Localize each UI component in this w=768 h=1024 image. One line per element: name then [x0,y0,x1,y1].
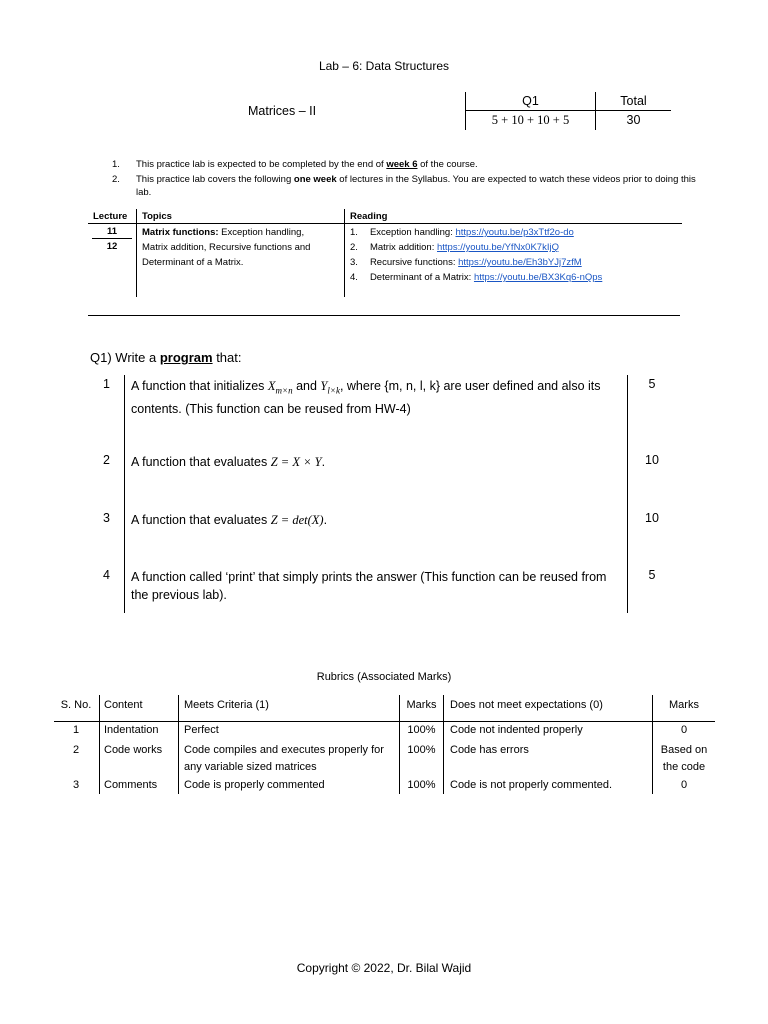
table-cell: 1 [72,724,80,736]
rubrics-title: Rubrics (Associated Marks) [316,671,452,683]
question-heading: Q1) Write a program that: [90,350,242,365]
lab-subtitle: Matrices – II [248,104,317,118]
video-link[interactable]: https://youtu.be/p3xTtf2o-do [455,227,574,238]
question-item-text: A function that initializes $X_{m\times n}$ and $Y_{l\times k}$, where {m, n, l, k} are user defined and also its contents. (This function can be reused from HW-4) [131,379,601,416]
video-link[interactable]: https://youtu.be/BX3Kq6-nQps [473,272,603,283]
table-cell: 3 [72,779,80,791]
table-cell: 100% [407,744,436,756]
table-cell: 2 [72,744,80,756]
question-item-text: A function that evaluates Z = det(X). [131,513,328,527]
table-cell: Perfect [184,724,219,736]
lecture-number: 12 [106,241,118,252]
total-marks: 30 [626,113,641,127]
table-cell: 100% [407,779,436,791]
topics-text: Matrix addition, Recursive functions and [142,242,311,253]
question-item-text: A function that evaluates Z = X × Y. [131,455,326,469]
q1-header: Q1 [522,94,539,108]
table-cell: Code is properly commented [184,779,325,791]
lecture-number: 11 [106,226,118,237]
rubrics-header: Marks [669,699,699,711]
q1-marks-breakdown: 5 + 10 + 10 + 5 [491,113,570,127]
lecture-header: Lecture [93,211,128,222]
topics-text: Matrix functions: Exception handling, [142,227,305,238]
total-header: Total [620,94,647,108]
reading-header: Reading [350,211,388,222]
question-item-number: 2 [103,453,110,467]
rubrics-header: Does not meet expectations (0) [450,699,603,711]
rubrics-header: S. No. [60,699,92,711]
question-item-number: 4 [103,568,110,582]
question-item-number: 1 [103,377,110,391]
table-cell: Code not indented properly [450,724,583,736]
question-item-marks: 10 [645,453,659,467]
reading-item: 3. Recursive functions: https://youtu.be/Eh3bYJj7zfM [350,257,582,268]
question-item-marks: 5 [648,568,656,582]
page-title: Lab – 6: Data Structures [318,59,450,73]
question-item-marks: 10 [645,511,659,525]
table-cell: 0 [680,779,688,791]
reading-item: 2. Matrix addition: https://youtu.be/YfNx0K7kIjQ [350,242,559,253]
video-link[interactable]: https://youtu.be/YfNx0K7kIjQ [437,242,559,253]
question-item-marks: 5 [648,377,656,391]
table-cell: 0 [680,724,688,736]
reading-item: 4. Determinant of a Matrix: https://youtu.be/BX3Kq6-nQps [350,272,603,283]
table-cell: Code has errors [450,744,529,756]
topics-header: Topics [142,211,172,222]
rubrics-header: Meets Criteria (1) [184,699,269,711]
question-item-text: A function called ‘print’ that simply prints the answer (This function can be reused from the previous lab). [131,570,607,602]
reading-item: 1. Exception handling: https://youtu.be/p3xTtf2o-do [350,227,574,238]
table-cell: Comments [104,779,158,791]
table-cell: Based on the code [660,744,708,773]
table-cell: Code compiles and executes properly for any variable sized matrices [184,744,384,773]
rubrics-header: Marks [406,699,437,711]
table-cell: 100% [407,724,436,736]
topics-text: Determinant of a Matrix. [142,257,244,268]
table-cell: Code is not properly commented. [450,779,613,791]
table-cell: Code works [104,744,163,756]
table-cell: Indentation [104,724,159,736]
video-link[interactable]: https://youtu.be/Eh3bYJj7zfM [458,257,582,268]
rubrics-header: Content [104,699,143,711]
copyright-footer: Copyright © 2022, Dr. Bilal Wajid [296,961,472,975]
question-item-number: 3 [103,511,110,525]
